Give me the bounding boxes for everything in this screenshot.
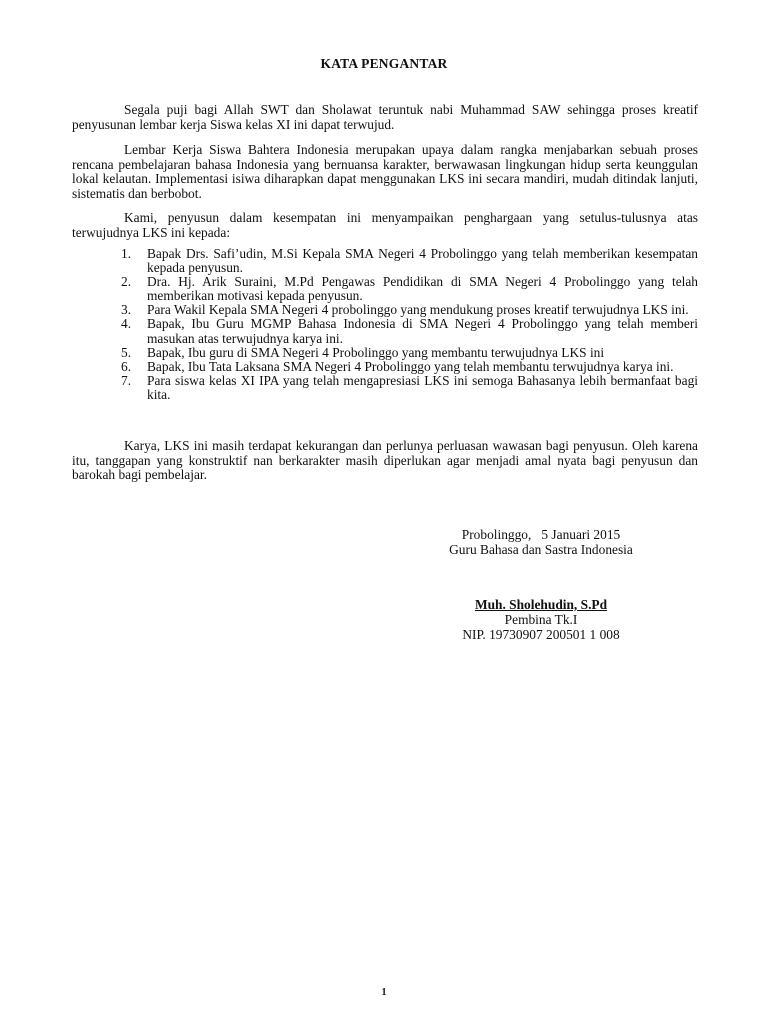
signature-block [436,597,646,642]
list-item [121,346,698,360]
list-item-text: Bapak Drs. Safi’udin, M.Si Kepala SMA Negeri 4 Probolinggo yang telah memberikan kesempatan kepada penyusun. [147,246,698,276]
signer-rank: Pembina Tk.I [504,612,578,627]
list-item [121,275,698,303]
list-number: 7. [121,372,132,388]
list-number: 6. [121,358,132,374]
paragraph-description: Lembar Kerja Siswa Bahtera Indonesia merupakan upaya dalam rangka menjabarkan sebuah proses rencana pembelajaran bahasa Indonesia yang bernuansa karakter, berwawasan lingkungan hidup serta keunggulan lokal kelautan. Implementasi isiwa diharapkan dapat menggunakan LKS ini secara mandiri, mudah ditindak lanjuti, sistematis dan berbobot. [72,142,698,201]
signature-header [436,527,646,557]
paragraph-acknowledgement-intro: Kami, penyusun dalam kesempatan ini menyampaikan penghargaan yang setulus-tulusnya atas terwujudnya LKS ini kepada: [72,210,698,240]
list-item-text: Dra. Hj. Arik Suraini, M.Pd Pengawas Pendidikan di SMA Negeri 4 Probolinggo yang telah memberikan motivasi kepada penyusun. [147,274,698,304]
list-number: 5. [121,344,132,360]
list-item [121,247,698,275]
list-number: 2. [121,274,132,290]
paragraph-closing: Karya, LKS ini masih terdapat kekurangan dan perlunya perluasan wawasan bagi penyusun. Oleh karena itu, tanggapan yang konstruktif nan berkarakter masih diperlukan agar menjadi amal nyata bagi penyusun dan barokah bagi pembelajar. [72,438,698,483]
paragraph-opening: Segala puji bagi Allah SWT dan Sholawat teruntuk nabi Muhammad SAW sehingga proses kreatif penyusunan lembar kerja Siswa kelas XI ini dapat terwujud. [72,102,698,132]
list-item [121,374,698,402]
list-item [121,317,698,345]
list-item-text: Bapak, Ibu Guru MGMP Bahasa Indonesia di SMA Negeri 4 Probolinggo yang telah memberi masukan atas terwujudnya karya ini. [147,316,698,346]
page-number: 1 [381,987,387,998]
acknowledgement-list [121,247,698,402]
list-item-text: Para siswa kelas XI IPA yang telah mengapresiasi LKS ini semoga Bahasanya lebih bermanfaat bagi kita. [147,372,698,402]
signer-nip: NIP. 19730907 200501 1 008 [462,627,620,642]
list-item-text: Bapak, Ibu guru di SMA Negeri 4 Probolinggo yang membantu terwujudnya LKS ini [147,344,605,360]
list-item-text: Bapak, Ibu Tata Laksana SMA Negeri 4 Probolinggo yang telah membantu terwujudnya karya ini. [147,358,674,374]
signer-name: Muh. Sholehudin, S.Pd [474,597,608,612]
place-date: Probolinggo, 5 Januari 2015 [461,527,621,542]
list-number: 3. [121,302,132,318]
signer-role: Guru Bahasa dan Sastra Indonesia [449,542,633,557]
list-item-text: Para Wakil Kepala SMA Negeri 4 probolinggo yang mendukung proses kreatif terwujudnya LKS ini. [147,302,689,318]
page-title: KATA PENGANTAR [320,56,448,71]
list-number: 4. [121,316,132,332]
list-number: 1. [121,246,132,261]
list-item [121,360,698,374]
list-item [121,303,698,317]
